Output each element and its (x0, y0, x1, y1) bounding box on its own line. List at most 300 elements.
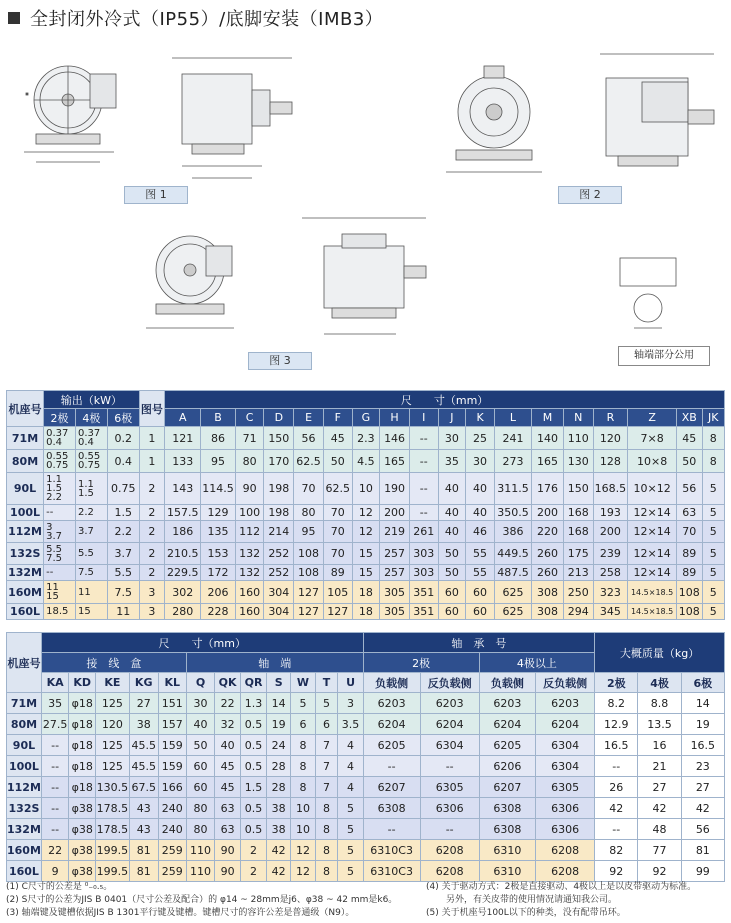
t1-p2-value: 5.5 (46, 543, 62, 555)
table-row (7, 427, 725, 450)
t1-p6-cell: 0.2 (107, 427, 139, 450)
t2-shaft-cell: 14 (267, 693, 291, 714)
t2-mass-cell: 42 (595, 798, 638, 819)
t2-shaft-cell: 5 (338, 798, 363, 819)
t2-shaft-cell: 80 (186, 819, 214, 840)
t2-shaft-cell: 8 (291, 756, 315, 777)
t2-mass-sub-header: 2极 (595, 673, 638, 693)
t2-box-cell: 45.5 (129, 735, 158, 756)
table-row (7, 581, 725, 604)
t2-mass-cell: 48 (638, 819, 681, 840)
t1-frame-cell: 71M (7, 427, 44, 450)
t1-dim-cell: 5 (702, 473, 724, 505)
t1-p2-value: -- (46, 507, 54, 518)
t2-shaft-cell: 2 (241, 861, 267, 882)
t2-mass-cell: 99 (681, 861, 724, 882)
t2-box-cell: -- (41, 735, 68, 756)
t1-fig-cell: 2 (139, 473, 164, 505)
table-row (7, 521, 725, 543)
fig3-side-view (302, 218, 426, 334)
t1-dim-cell: 50 (323, 450, 352, 473)
fig2-label: 图 2 (558, 186, 622, 204)
t1-dim-cell: 257 (380, 565, 410, 581)
table-row (7, 450, 725, 473)
t2-shaft-cell: 19 (267, 714, 291, 735)
t1-dim-cell: 8 (702, 450, 724, 473)
t2-box-cell: 27 (129, 693, 158, 714)
t2-bearing-cell: 6306 (536, 819, 595, 840)
t2-box-cell: 259 (158, 861, 186, 882)
t1-p4-cell (75, 473, 107, 505)
t1-dim-header-h: H (380, 409, 410, 427)
t1-dim-header-e: E (294, 409, 324, 427)
t1-fig-cell: 2 (139, 521, 164, 543)
t1-p2-value: 2.2 (46, 492, 62, 503)
t1-pole4-header: 4极 (75, 409, 107, 427)
t1-p4-value: 2.2 (77, 507, 94, 518)
table-row (7, 693, 725, 714)
t2-shaft-cell: 24 (267, 735, 291, 756)
t1-dim-cell: 70 (323, 521, 352, 543)
t1-dim-cell: 114.5 (201, 473, 236, 505)
t1-dim-cell: 108 (294, 565, 324, 581)
t1-dim-cell: 4.5 (352, 450, 380, 473)
t1-dim-cell: 110 (563, 427, 593, 450)
t1-dim-cell: 127 (323, 604, 352, 620)
t1-dim-cell: 90 (235, 473, 264, 505)
t1-dim-header-b: B (201, 409, 236, 427)
t2-mass-cell: 13.5 (638, 714, 681, 735)
t1-dim-cell: 308 (532, 581, 564, 604)
t2-mass-cell: 21 (638, 756, 681, 777)
table-row (7, 543, 725, 565)
t1-dim-cell: 220 (532, 521, 564, 543)
t1-dim-cell: 449.5 (494, 543, 531, 565)
t1-dim-cell: 12×14 (628, 543, 677, 565)
t2-bearing-cell: 6208 (536, 840, 595, 861)
t1-dim-cell: 487.5 (494, 565, 531, 581)
t2-bearing-cell: 6203 (536, 693, 595, 714)
t1-dim-cell: 302 (165, 581, 201, 604)
t1-p4-cell (75, 565, 107, 581)
t2-bearing-sub-header: 反负载侧 (420, 673, 479, 693)
t1-dim-cell: 80 (294, 505, 324, 521)
t2-frame-cell: 160L (7, 861, 42, 882)
t1-dim-cell: 200 (380, 505, 410, 521)
t1-dim-cell: -- (409, 427, 438, 450)
t2-box-cell: φ18 (69, 777, 96, 798)
t2-shaft-header-q: Q (186, 673, 214, 693)
t1-frame-cell: 80M (7, 450, 44, 473)
t1-dim-cell: 70 (323, 543, 352, 565)
t2-shaft-cell: 1.3 (241, 693, 267, 714)
t2-shaft-cell: 4 (338, 735, 363, 756)
t1-p4-value: 0.4 (77, 437, 94, 448)
t1-dim-cell: 229.5 (165, 565, 201, 581)
t2-bearing-cell: 6310 (479, 840, 536, 861)
t2-box-cell: -- (41, 798, 68, 819)
t1-p4-value: 0.55 (77, 451, 101, 462)
t2-bearing-cell: 6305 (420, 777, 479, 798)
note-1: (1) C尺寸的公差是 ⁰₋₀.₅。 (6, 882, 113, 892)
t2-mass-cell: 16.5 (595, 735, 638, 756)
t2-box-cell: 38 (129, 714, 158, 735)
table-row (7, 798, 725, 819)
t2-shaft-cell: 38 (267, 819, 291, 840)
t1-p4-cell (75, 450, 107, 473)
t1-dim-cell: 70 (294, 473, 324, 505)
t1-dim-cell: 250 (563, 581, 593, 604)
t1-dim-cell: 345 (593, 604, 628, 620)
t2-mass-cell: 14 (681, 693, 724, 714)
t2-shaft-cell: 12 (291, 861, 315, 882)
t2-shaft-cell: 110 (186, 840, 214, 861)
t2-box-header-kl: KL (158, 673, 186, 693)
note-2: (2) S尺寸的公差为JIS B 0401（尺寸公差及配合）的 φ14 ~ 28mm是j6、φ38 ~ 42 mm是k6。 (6, 895, 398, 905)
t2-box-cell: 35 (41, 693, 68, 714)
t1-dim-header-n: N (563, 409, 593, 427)
t2-mass-sub-header: 6极 (681, 673, 724, 693)
t2-shaft-cell: 0.5 (241, 798, 267, 819)
t2-box-cell: φ18 (69, 693, 96, 714)
t1-dim-cell: 112 (235, 521, 264, 543)
t2-shaft-cell: 6 (291, 714, 315, 735)
t2-shaft-cell: 63 (215, 798, 241, 819)
t1-dim-cell: 258 (593, 565, 628, 581)
t2-frame-cell: 90L (7, 735, 42, 756)
t2-box-header-kg: KG (129, 673, 158, 693)
t1-p2-value: 3 (46, 521, 53, 533)
t2-shaft-header-t: T (315, 673, 338, 693)
t1-dim-cell: 206 (201, 581, 236, 604)
t1-p2-value: -- (46, 567, 54, 578)
t2-box-cell: φ38 (69, 798, 96, 819)
t1-frame-header: 机座号 (7, 391, 44, 427)
t2-shaft-header: 轴 端 (186, 653, 363, 673)
t2-box-cell: φ38 (69, 840, 96, 861)
t1-dim-cell: 170 (264, 450, 294, 473)
t1-p6-cell: 0.75 (107, 473, 139, 505)
t1-dim-cell: 12 (352, 505, 380, 521)
t2-shaft-cell: 10 (291, 819, 315, 840)
t2-shaft-cell: 0.5 (241, 756, 267, 777)
t2-frame-cell: 71M (7, 693, 42, 714)
t1-dim-cell: 70 (323, 505, 352, 521)
t1-dim-cell: 157.5 (165, 505, 201, 521)
t2-mass-cell: 77 (638, 840, 681, 861)
t1-dim-cell: 15 (352, 565, 380, 581)
t1-dim-cell: 165 (380, 450, 410, 473)
t1-frame-cell: 160M (7, 581, 44, 604)
t1-dim-cell: 40 (438, 521, 466, 543)
t2-shaft-header-s: S (267, 673, 291, 693)
t2-shaft-cell: 40 (186, 714, 214, 735)
t2-bearing-cell: 6308 (479, 819, 536, 840)
t1-dim-cell: 108 (677, 581, 702, 604)
t2-bearing-cell: 6203 (420, 693, 479, 714)
t2-bearing-cell: 6208 (420, 861, 479, 882)
t2-shaft-cell: 5 (315, 693, 338, 714)
t2-box-cell: φ18 (69, 735, 96, 756)
t2-mass-cell: 27 (638, 777, 681, 798)
t1-fig-cell: 3 (139, 604, 164, 620)
t2-shaft-cell: 30 (186, 693, 214, 714)
table-row (7, 819, 725, 840)
t1-p4-value: 0.75 (77, 460, 101, 471)
t1-dim-cell: 130 (563, 450, 593, 473)
t1-p2-cell (44, 450, 76, 473)
note-5: (5) 关于机座号100L以下的种类，没有配带吊环。 (426, 908, 626, 918)
t1-dim-cell: 12×14 (628, 521, 677, 543)
t2-mass-cell: -- (595, 756, 638, 777)
t2-shaft-cell: 22 (215, 693, 241, 714)
t2-box-cell: 22 (41, 840, 68, 861)
t1-p2-value: 0.55 (46, 451, 69, 462)
t2-frame-cell: 132S (7, 798, 42, 819)
t1-dim-cell: 239 (593, 543, 628, 565)
t2-shaft-cell: 7 (315, 756, 338, 777)
t2-box-header-kd: KD (69, 673, 96, 693)
t2-bearing-header: 轴 承 号 (363, 633, 595, 653)
t2-frame-cell: 112M (7, 777, 42, 798)
t1-pole2-header: 2极 (44, 409, 76, 427)
t2-bearing-sub-header: 负载侧 (363, 673, 420, 693)
t2-mass-cell: 16 (638, 735, 681, 756)
t2-mass-sub-header: 4极 (638, 673, 681, 693)
t1-p4-value: 0.37 (77, 428, 101, 439)
t1-p2-value: 0.4 (46, 437, 62, 448)
t1-dim-cell: 308 (532, 604, 564, 620)
t2-shaft-cell: 32 (215, 714, 241, 735)
t1-p2-value: 15 (46, 591, 59, 602)
t1-dim-cell: 89 (323, 565, 352, 581)
t1-dim-cell: 12×14 (628, 565, 677, 581)
t1-dim-cell: 625 (494, 581, 531, 604)
t2-mass-cell: 42 (638, 798, 681, 819)
t2-bearing-cell: 6203 (479, 693, 536, 714)
t2-shaft-cell: 7 (315, 735, 338, 756)
t1-frame-cell: 112M (7, 521, 44, 543)
t1-p4-value: 1.5 (77, 487, 94, 499)
note-4: (4) 关于驱动方式：2极是直接驱动、4极以上是以皮带驱动为标准。 (426, 882, 697, 892)
t2-box-cell: 240 (158, 819, 186, 840)
t2-box-cell: 166 (158, 777, 186, 798)
table-row (7, 777, 725, 798)
t1-dim-cell: 5 (702, 543, 724, 565)
t2-bearing-cell: 6310 (479, 861, 536, 882)
t1-dim-cell: 18 (352, 604, 380, 620)
t2-bearing-cell: 6204 (363, 714, 420, 735)
t2-mass-cell: 26 (595, 777, 638, 798)
t2-bearing-cell: 6310C3 (363, 861, 420, 882)
t1-dim-cell: 5 (702, 505, 724, 521)
table-row (7, 473, 725, 505)
t1-dim-cell: 132 (235, 565, 264, 581)
t1-dim-cell: 260 (532, 565, 564, 581)
t2-shaft-cell: 45 (215, 777, 241, 798)
table-row (7, 505, 725, 521)
t2-shaft-cell: 28 (267, 777, 291, 798)
t1-dim-cell: 168.5 (593, 473, 628, 505)
t1-dim-cell: 311.5 (494, 473, 531, 505)
t1-dim-cell: 305 (380, 581, 410, 604)
t1-dim-cell: 35 (438, 450, 466, 473)
fig1-front-view (24, 66, 116, 162)
t1-dim-header-j: J (438, 409, 466, 427)
t1-p2-value: 11 (46, 582, 59, 593)
t2-bearing-cell: -- (363, 819, 420, 840)
t2-box-cell: 178.5 (96, 798, 130, 819)
t1-dim-header-r: R (593, 409, 628, 427)
fig1-label: 图 1 (124, 186, 188, 204)
t2-shaft-cell: 7 (315, 777, 338, 798)
t1-dim-cell: 5 (702, 565, 724, 581)
t2-bearing-sub-header: 反负载侧 (536, 673, 595, 693)
t1-dim-cell: 260 (532, 543, 564, 565)
t1-dim-cell: 219 (380, 521, 410, 543)
t2-shaft-cell: 3 (338, 693, 363, 714)
t1-dim-cell: 55 (466, 565, 495, 581)
t2-shaft-cell: 8 (291, 777, 315, 798)
t1-dim-cell: 5 (702, 604, 724, 620)
t1-dim-cell: 95 (294, 521, 324, 543)
t1-dim-cell: 10×8 (628, 450, 677, 473)
t2-bearing-cell: 6205 (363, 735, 420, 756)
fig2-front-view (446, 66, 542, 172)
t1-dim-header-k: K (466, 409, 495, 427)
t1-dim-header-i: I (409, 409, 438, 427)
t2-shaft-cell: 1.5 (241, 777, 267, 798)
t1-dim-cell: 294 (563, 604, 593, 620)
t1-output-header: 输出（kW） (44, 391, 140, 409)
t1-dim-cell: 105 (323, 581, 352, 604)
t1-dim-cell: 200 (593, 521, 628, 543)
t2-box-cell: 240 (158, 798, 186, 819)
t2-mass-cell: 27 (681, 777, 724, 798)
motor-drawings (6, 38, 726, 376)
t2-frame-header: 机座号 (7, 633, 42, 693)
t2-shaft-cell: 6 (315, 714, 338, 735)
t2-frame-cell: 80M (7, 714, 42, 735)
t1-dim-cell: 252 (264, 543, 294, 565)
t1-p4-value: 15 (77, 606, 91, 617)
t2-mass-cell: 56 (681, 819, 724, 840)
t1-dim-cell: 40 (466, 473, 495, 505)
t1-dim-cell: 127 (294, 604, 324, 620)
t1-dim-cell: 625 (494, 604, 531, 620)
t1-p4-value: 3.7 (77, 526, 94, 537)
t1-dim-cell: 146 (380, 427, 410, 450)
t1-dim-cell: 108 (677, 604, 702, 620)
t1-dim-header-a: A (165, 409, 201, 427)
t2-shaft-cell: 5 (338, 840, 363, 861)
t1-dim-cell: 45 (677, 427, 702, 450)
t1-dim-cell: 198 (264, 505, 294, 521)
t1-dim-header-jk: JK (702, 409, 724, 427)
t2-bearing-sub-header: 负载侧 (479, 673, 536, 693)
t2-box-cell: 81 (129, 861, 158, 882)
note-3: (3) 轴端键及键槽依据JIS B 1301平行键及键槽。键槽尺寸的容许公差是普通级（N9）。 (6, 908, 355, 918)
t2-shaft-cell: 4 (338, 777, 363, 798)
t2-bearing-cell: 6207 (363, 777, 420, 798)
t2-shaft-cell: 45 (215, 756, 241, 777)
t1-dim-header-g: G (352, 409, 380, 427)
table-row (7, 756, 725, 777)
t2-bearing-cell: 6305 (536, 777, 595, 798)
t1-dim-cell: 323 (593, 581, 628, 604)
t2-mass-cell: 42 (681, 798, 724, 819)
t1-dim-cell: 8 (702, 427, 724, 450)
t1-fig-cell: 2 (139, 565, 164, 581)
t1-dim-cell: 176 (532, 473, 564, 505)
t2-box-cell: 67.5 (129, 777, 158, 798)
t1-dim-cell: 30 (466, 450, 495, 473)
t2-box-cell: -- (41, 777, 68, 798)
t1-dim-cell: 304 (264, 581, 294, 604)
t1-fig-cell: 1 (139, 427, 164, 450)
t2-shaft-cell: 28 (267, 756, 291, 777)
t1-dim-cell: 153 (201, 543, 236, 565)
title-square-icon (8, 12, 20, 24)
t2-mass-cell: 12.9 (595, 714, 638, 735)
t2-mass-cell: 19 (681, 714, 724, 735)
t2-shaft-cell: 90 (215, 861, 241, 882)
t1-p4-cell (75, 521, 107, 543)
t1-dim-cell: 10×12 (628, 473, 677, 505)
t1-dim-cell: 15 (352, 543, 380, 565)
table-row (7, 735, 725, 756)
note-4b: 另外，有关皮带的使用情况请通知我公司。 (446, 895, 618, 905)
t1-dim-cell: 62.5 (323, 473, 352, 505)
t1-fig-cell: 3 (139, 581, 164, 604)
t1-dim-cell: 129 (201, 505, 236, 521)
t2-box-cell: 45.5 (129, 756, 158, 777)
t1-dim-header-c: C (235, 409, 264, 427)
t2-bearing-cell: 6304 (536, 735, 595, 756)
t2-box-cell: 159 (158, 735, 186, 756)
t1-p2-cell (44, 543, 76, 565)
t2-shaft-cell: 60 (186, 777, 214, 798)
t1-dim-cell: 351 (409, 604, 438, 620)
t2-box-cell: 43 (129, 798, 158, 819)
t2-box-cell: 125 (96, 693, 130, 714)
t2-bearing-cell: 6203 (363, 693, 420, 714)
t2-mass-cell: 92 (638, 861, 681, 882)
t1-dim-cell: 193 (593, 505, 628, 521)
t1-dim-cell: 40 (438, 505, 466, 521)
t1-p2-value: 1.1 (46, 474, 62, 485)
t1-dim-cell: 50 (677, 450, 702, 473)
t1-p4-value: 11 (77, 586, 91, 598)
t2-bearing-4pole-header: 4极以上 (479, 653, 594, 673)
t1-dim-cell: 89 (677, 565, 702, 581)
t2-bearing-cell: 6310C3 (363, 840, 420, 861)
t2-shaft-cell: 42 (267, 861, 291, 882)
page-title (8, 6, 383, 30)
t2-box-cell: 130.5 (96, 777, 130, 798)
t1-dim-header-l: L (494, 409, 531, 427)
t2-box-header-ka: KA (41, 673, 68, 693)
t1-p2-value: 3.7 (46, 530, 62, 542)
t1-p6-cell: 0.4 (107, 450, 139, 473)
t1-dim-cell: 200 (532, 505, 564, 521)
t2-box-cell: 199.5 (96, 840, 130, 861)
t1-dim-cell: 150 (264, 427, 294, 450)
t2-shaft-cell: 5 (338, 861, 363, 882)
t2-shaft-cell: 0.5 (241, 819, 267, 840)
t2-box-cell: 43 (129, 819, 158, 840)
t2-bearing-cell: 6206 (479, 756, 536, 777)
